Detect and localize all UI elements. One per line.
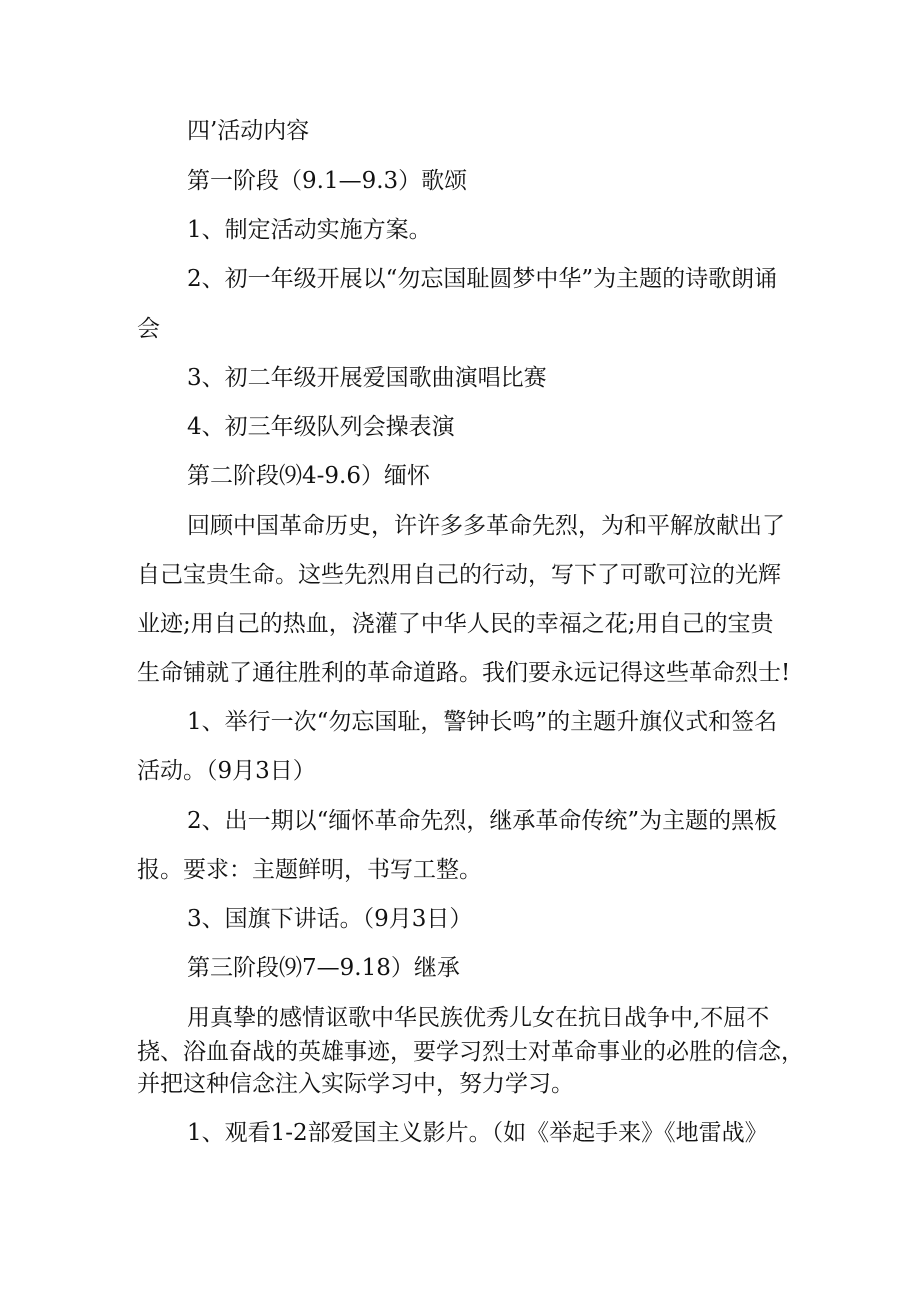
list-item-continuation: 报。要求：主题鲜明，书写工整。 (137, 857, 482, 883)
paragraph-line: 业迹;用自己的热血，浇灌了中华人民的幸福之花;用自己的宝贵 (137, 611, 774, 637)
list-item: 2、初一年级开展以“勿忘国耻圆梦中华”为主题的诗歌朗诵 (187, 266, 778, 292)
list-item: 4、初三年级队列会操表演 (187, 414, 455, 440)
list-item-continuation: 活动。（9月3日） (137, 758, 316, 784)
paragraph-line: 并把这种信念注入实际学习中，努力学习。 (137, 1071, 574, 1097)
paragraph-line: 回顾中国革命历史，许许多多革命先烈，为和平解放献出了 (187, 513, 785, 539)
stage-one-heading: 第一阶段（9.1—9.3）歌颂 (187, 168, 468, 194)
stage-three-heading: 第三阶段⑼7—9.18）继承 (187, 955, 460, 981)
list-item: 1、制定活动实施方案。 (187, 217, 432, 243)
list-item-continuation: 会 (137, 316, 160, 342)
list-item: 1、举行一次“勿忘国耻，警钟长鸣”的主题升旗仪式和签名 (187, 709, 778, 735)
stage-two-heading: 第二阶段⑼4-9.6）缅怀 (187, 463, 430, 489)
section-heading-activity-content: 四’活动内容 (187, 118, 310, 144)
paragraph-line: 生命铺就了通往胜利的革命道路。我们要永远记得这些革命烈士! (137, 660, 791, 686)
paragraph-line: 自己宝贵生命。这些先烈用自己的行动，写下了可歌可泣的光辉 (137, 562, 781, 588)
paragraph-line: 用真挚的感情讴歌中华民族优秀儿女在抗日战争中,不屈不 (187, 1005, 770, 1031)
paragraph-line: 挠、浴血奋战的英雄事迹，要学习烈士对革命事业的必胜的信念， (137, 1039, 804, 1065)
list-item: 1、观看1-2部爱国主义影片。（如《举起手来》《地雷战》 (187, 1120, 768, 1146)
list-item: 3、初二年级开展爱国歌曲演唱比赛 (187, 365, 547, 391)
list-item: 2、出一期以“缅怀革命先烈，继承革命传统”为主题的黑板 (187, 808, 778, 834)
list-item: 3、国旗下讲话。（9月3日） (187, 906, 473, 932)
